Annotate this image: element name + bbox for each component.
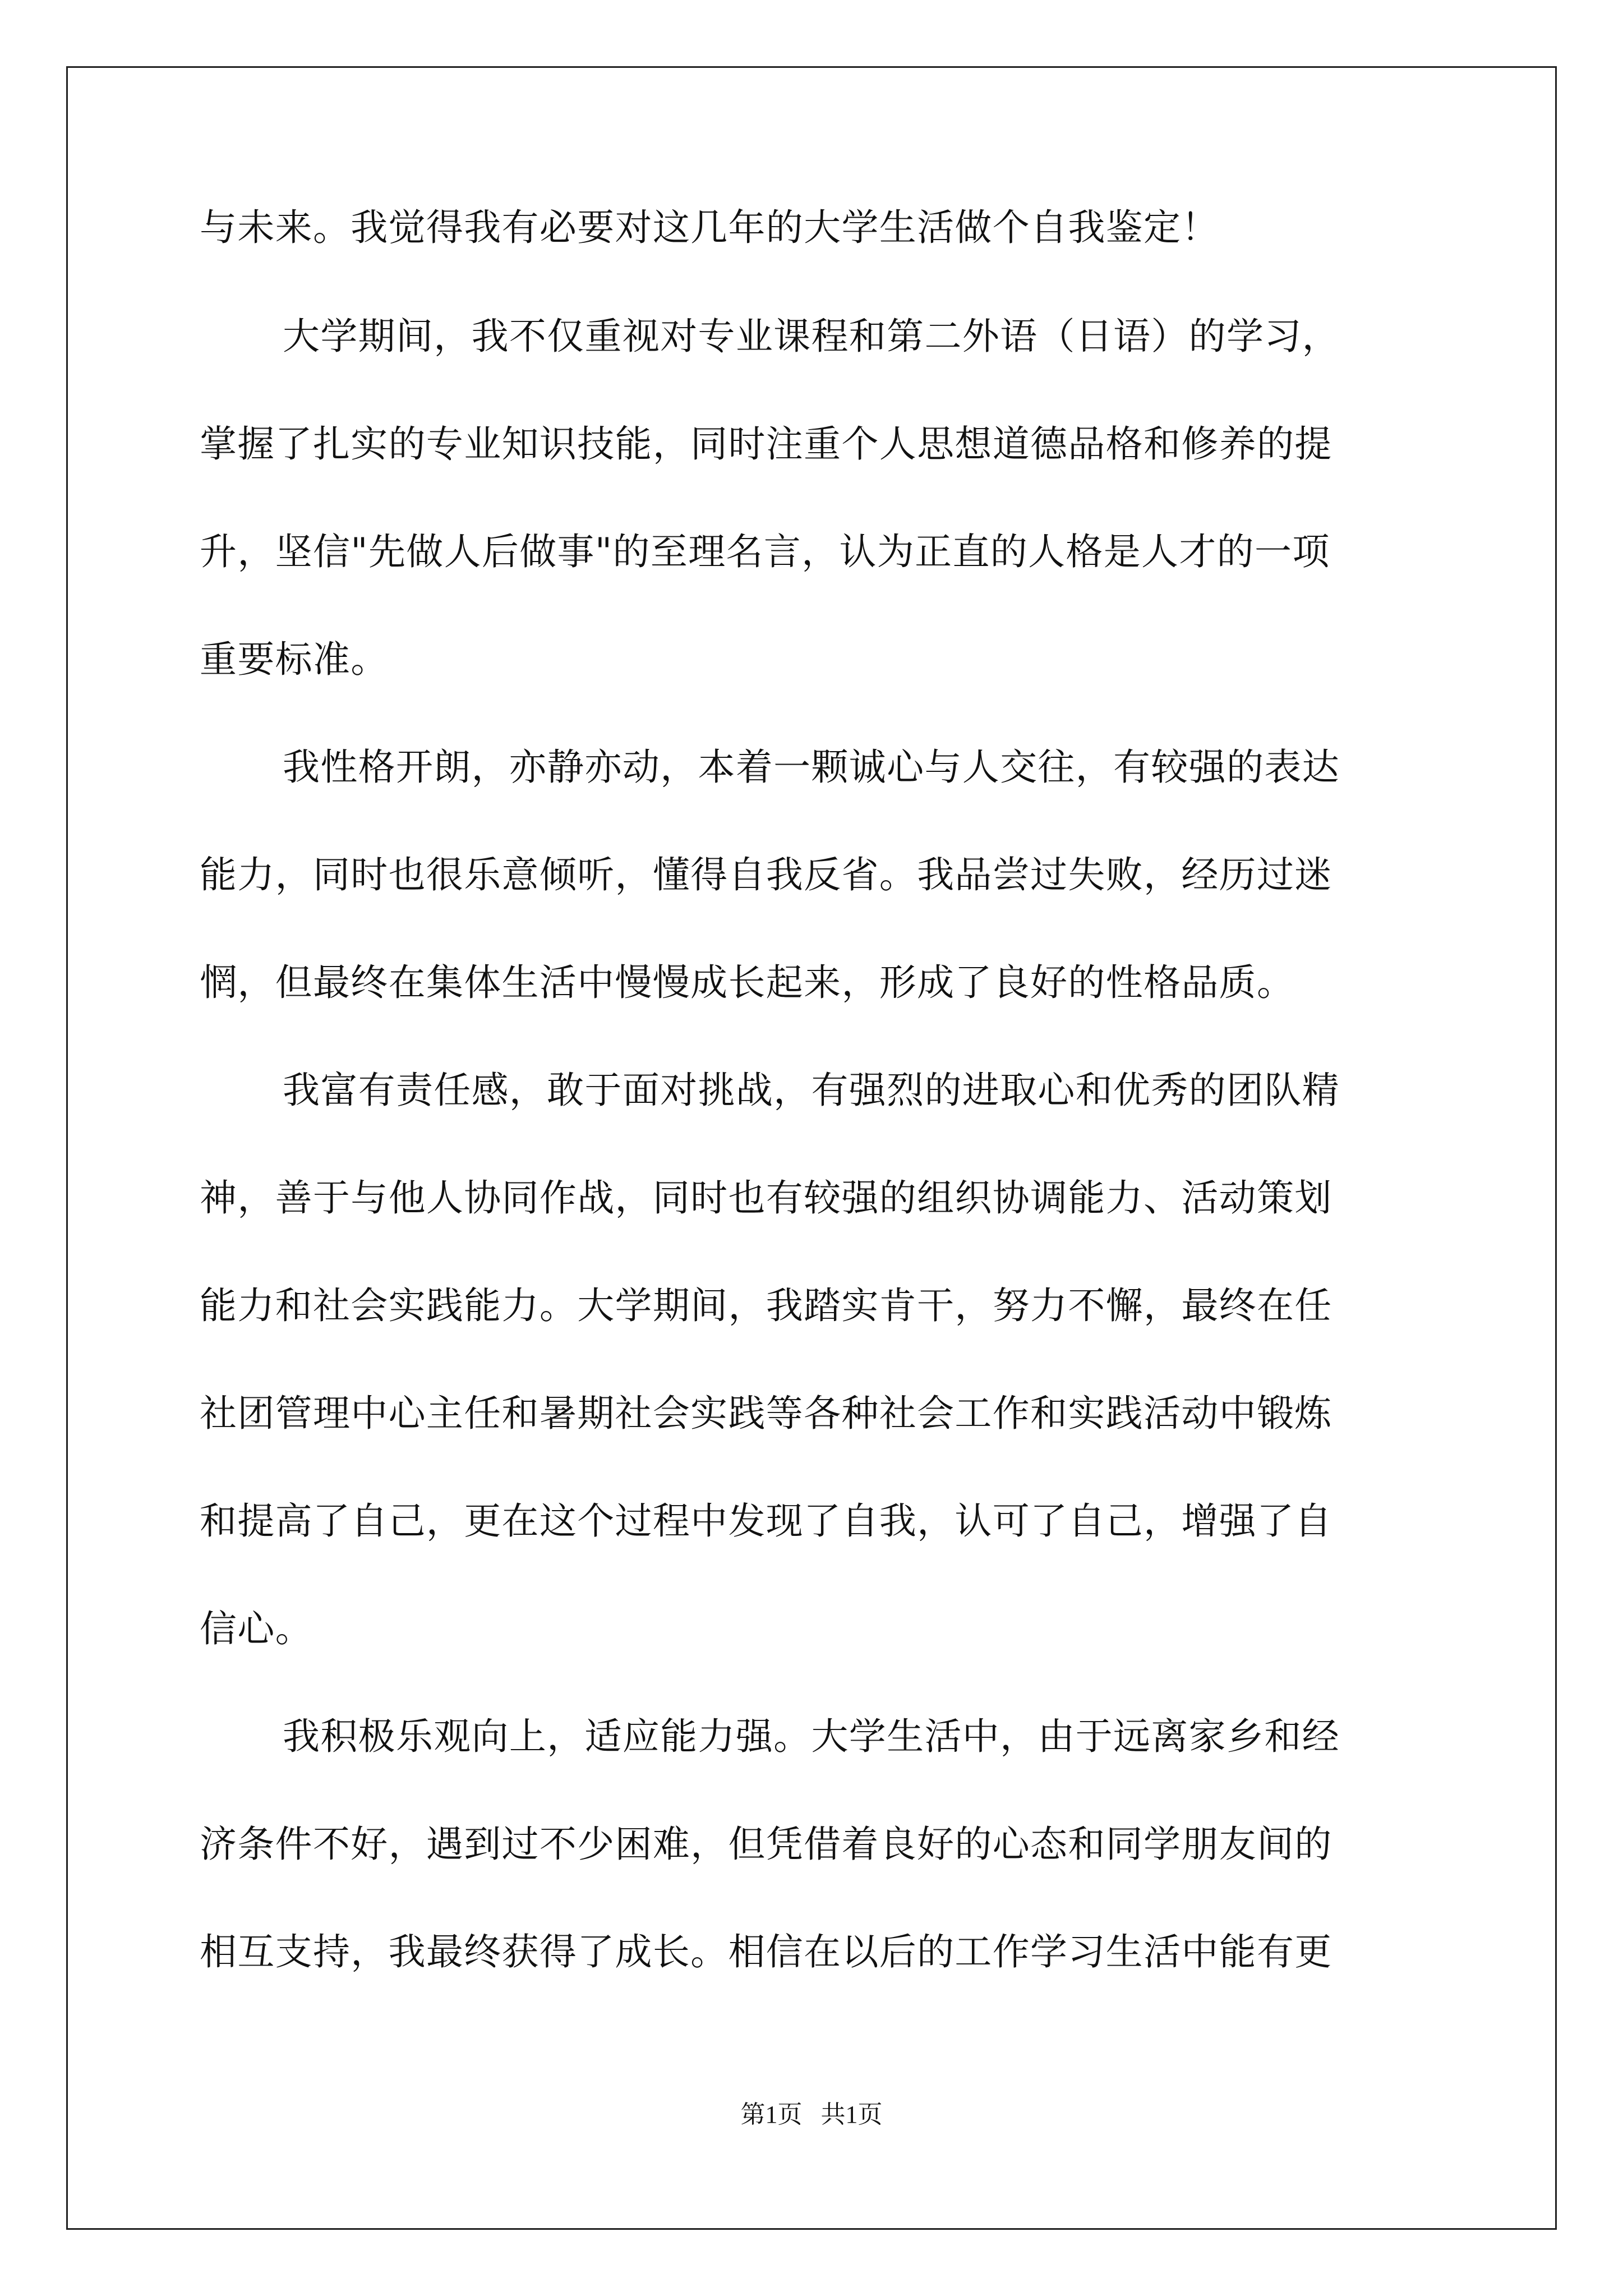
text-line: 信心。 (200, 1607, 313, 1650)
text-line: 惘，但最终在集体生活中慢慢成长起来，形成了良好的性格品质。 (200, 961, 1295, 1004)
text-line: 重要标准。 (200, 638, 389, 681)
text-line: 升，坚信"先做人后做事"的至理名言，认为正直的人格是人才的一项 (200, 530, 1330, 573)
paragraph-first-line: 大学期间，我不仅重视对专业课程和第二外语（日语）的学习， (283, 315, 1340, 358)
text-line: 社团管理中心主任和暑期社会实践等各种社会工作和实践活动中锻炼 (200, 1392, 1332, 1435)
paragraph-first-line: 我性格开朗，亦静亦动，本着一颗诚心与人交往，有较强的表达 (283, 746, 1340, 789)
paragraph-first-line: 我富有责任感，敢于面对挑战，有强烈的进取心和优秀的团队精 (283, 1069, 1340, 1112)
text-line: 掌握了扎实的专业知识技能，同时注重个人思想道德品格和修养的提 (200, 422, 1332, 466)
text-line: 相互支持，我最终获得了成长。相信在以后的工作学习生活中能有更 (200, 1930, 1332, 1973)
paragraph-first-line: 我积极乐观向上，适应能力强。大学生活中，由于远离家乡和经 (283, 1715, 1340, 1758)
page-border (66, 66, 1557, 2230)
text-line: 与未来。我觉得我有必要对这几年的大学生活做个自我鉴定！ (200, 206, 1219, 249)
text-line: 能力和社会实践能力。大学期间，我踏实肯干，努力不懈，最终在任 (200, 1284, 1332, 1327)
text-line: 济条件不好，遇到过不少困难，但凭借着良好的心态和同学朋友间的 (200, 1823, 1332, 1866)
text-line: 神，善于与他人协同作战，同时也有较强的组织协调能力、活动策划 (200, 1176, 1332, 1220)
text-line: 能力，同时也很乐意倾听，懂得自我反省。我品尝过失败，经历过迷 (200, 853, 1332, 896)
text-line: 和提高了自己，更在这个过程中发现了自我，认可了自己，增强了自 (200, 1499, 1332, 1543)
page-number-footer: 第1页 共1页 (740, 2101, 883, 2128)
